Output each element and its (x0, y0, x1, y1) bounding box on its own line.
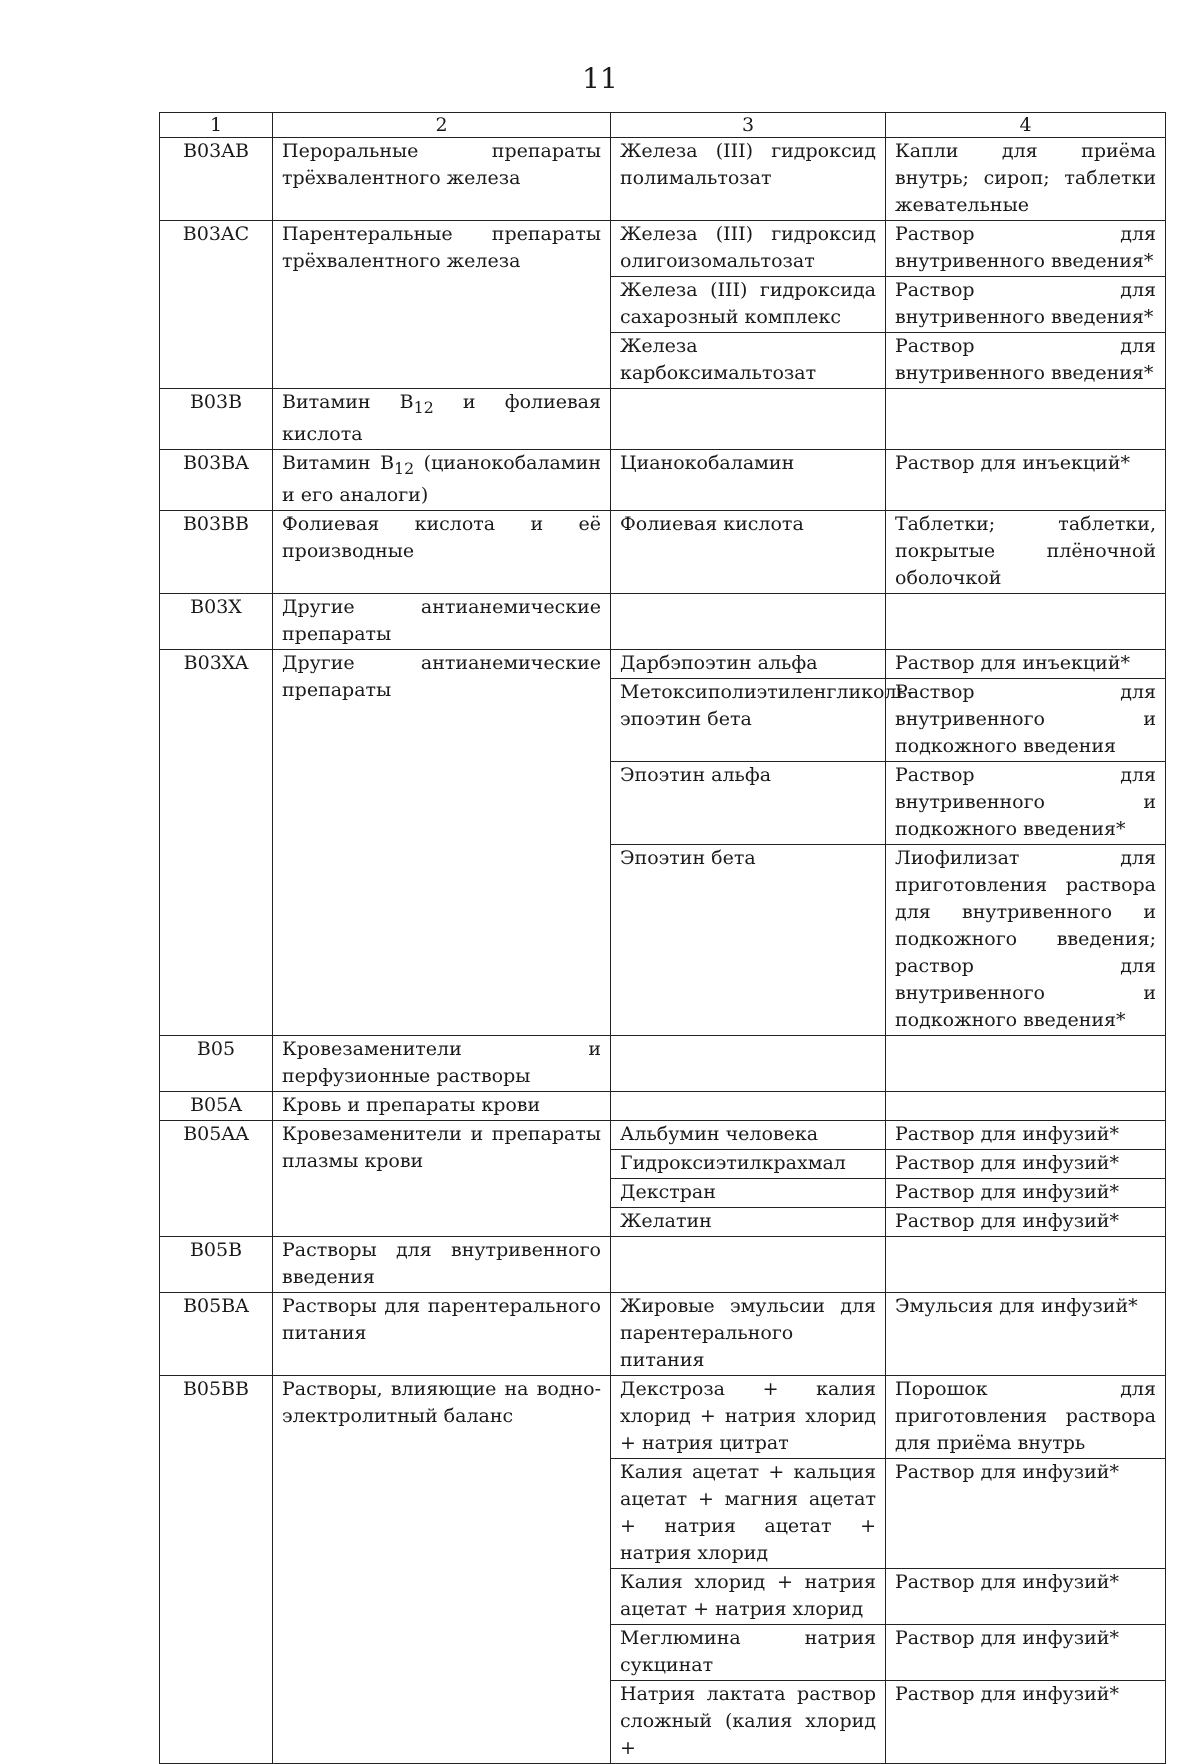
drug-name-cell: Дарбэпоэтин альфа (611, 649, 886, 678)
atc-code-cell: B05BB (160, 1375, 273, 1763)
group-name-cell: Витамин $B_{12}$ и фолиевая кислота (273, 389, 611, 450)
group-name-cell: Витамин $B_{12}$ (цианокобаламин и его аналоги) (273, 449, 611, 510)
drug-name-cell: Железа карбоксимальтозат (611, 333, 886, 389)
group-name-cell: Другие антианемические препараты (273, 593, 611, 649)
atc-code-cell: B03X (160, 593, 273, 649)
table-row (160, 649, 1166, 678)
group-name-cell: Парентеральные препараты трёхвалентного железа (273, 221, 611, 389)
drug-name-cell: Калия ацетат + кальция ацетат + магния ацетат + натрия ацетат + натрия хлорид (611, 1458, 886, 1568)
column-header-2: 2 (273, 113, 611, 138)
dosage-form-cell: Раствор для инфузий* (886, 1207, 1166, 1236)
dosage-form-cell: Раствор для внутривенного введения* (886, 221, 1166, 277)
atc-code-cell: B03AC (160, 221, 273, 389)
table-row (160, 510, 1166, 593)
dosage-form-cell (886, 1091, 1166, 1120)
drug-name-cell: Железа (III) гидроксид олигоизомальтозат (611, 221, 886, 277)
dosage-form-cell: Раствор для инфузий* (886, 1120, 1166, 1149)
atc-code-cell: B03AB (160, 138, 273, 221)
table-row (160, 449, 1166, 510)
dosage-form-cell (886, 593, 1166, 649)
dosage-form-cell: Раствор для внутривенного и подкожного введения (886, 678, 1166, 761)
dosage-form-cell: Раствор для инфузий* (886, 1178, 1166, 1207)
dosage-form-cell: Капли для приёма внутрь; сироп; таблетки жевательные (886, 138, 1166, 221)
header-row (160, 113, 1166, 138)
group-name-cell: Растворы для парентерального питания (273, 1292, 611, 1375)
drug-name-cell: Фолиевая кислота (611, 510, 886, 593)
table-row (160, 1236, 1166, 1292)
drug-name-cell (611, 1091, 886, 1120)
dosage-form-cell: Таблетки; таблетки, покрытые плёночной оболочкой (886, 510, 1166, 593)
drug-name-cell (611, 389, 886, 450)
atc-code-cell: B03BA (160, 449, 273, 510)
dosage-form-cell: Раствор для инфузий* (886, 1624, 1166, 1680)
table-row (160, 1292, 1166, 1375)
atc-code-cell: B05AA (160, 1120, 273, 1236)
atc-code-cell: B05BA (160, 1292, 273, 1375)
page-number: 11 (582, 62, 618, 95)
atc-code-cell: B05 (160, 1035, 273, 1091)
drug-name-cell: Гидроксиэтилкрахмал (611, 1149, 886, 1178)
group-name-cell: Пероральные препараты трёхвалентного железа (273, 138, 611, 221)
group-name-cell: Кровезаменители и перфузионные растворы (273, 1035, 611, 1091)
group-name-cell: Кровезаменители и препараты плазмы крови (273, 1120, 611, 1236)
dosage-form-cell: Раствор для инфузий* (886, 1568, 1166, 1624)
dosage-form-cell (886, 389, 1166, 450)
dosage-form-cell (886, 1035, 1166, 1091)
group-name-cell: Кровь и препараты крови (273, 1091, 611, 1120)
table-body (160, 138, 1166, 1764)
dosage-form-cell: Раствор для инфузий* (886, 1680, 1166, 1763)
drug-name-cell: Метоксиполиэтиленгликоль-эпоэтин бета (611, 678, 886, 761)
drug-name-cell: Натрия лактата раствор сложный (калия хлорид + (611, 1680, 886, 1763)
table-row (160, 1091, 1166, 1120)
drug-name-cell: Желатин (611, 1207, 886, 1236)
group-name-cell: Другие антианемические препараты (273, 649, 611, 1035)
drug-name-cell: Меглюмина натрия сукцинат (611, 1624, 886, 1680)
table-row (160, 389, 1166, 450)
atc-code-cell: B03BB (160, 510, 273, 593)
table-row (160, 221, 1166, 277)
medication-table (159, 112, 1166, 1764)
table-row (160, 593, 1166, 649)
drug-name-cell: Жировые эмульсии для парентерального питания (611, 1292, 886, 1375)
atc-code-cell: B03XA (160, 649, 273, 1035)
drug-name-cell (611, 1035, 886, 1091)
dosage-form-cell: Раствор для внутривенного и подкожного введения* (886, 761, 1166, 844)
column-header-4: 4 (886, 113, 1166, 138)
column-header-3: 3 (611, 113, 886, 138)
drug-name-cell: Декстран (611, 1178, 886, 1207)
column-header-1: 1 (160, 113, 273, 138)
group-name-cell: Растворы, влияющие на водно-электролитный баланс (273, 1375, 611, 1763)
dosage-form-cell (886, 1236, 1166, 1292)
table-row (160, 1120, 1166, 1149)
group-name-cell: Растворы для внутривенного введения (273, 1236, 611, 1292)
dosage-form-cell: Раствор для инфузий* (886, 1149, 1166, 1178)
drug-name-cell: Декстроза + калия хлорид + натрия хлорид + натрия цитрат (611, 1375, 886, 1458)
dosage-form-cell: Эмульсия для инфузий* (886, 1292, 1166, 1375)
table-row (160, 138, 1166, 221)
table-row (160, 1375, 1166, 1458)
drug-name-cell: Железа (III) гидроксида сахарозный комплекс (611, 277, 886, 333)
drug-name-cell: Железа (III) гидроксид полимальтозат (611, 138, 886, 221)
atc-code-cell: B03B (160, 389, 273, 450)
drug-name-cell: Калия хлорид + натрия ацетат + натрия хлорид (611, 1568, 886, 1624)
dosage-form-cell: Лиофилизат для приготовления раствора для внутривенного и подкожного введения; раствор для внутривенного и подкожного введения* (886, 844, 1166, 1035)
drug-name-cell: Альбумин человека (611, 1120, 886, 1149)
dosage-form-cell: Раствор для внутривенного введения* (886, 277, 1166, 333)
drug-name-cell: Эпоэтин альфа (611, 761, 886, 844)
drug-name-cell (611, 593, 886, 649)
group-name-cell: Фолиевая кислота и её производные (273, 510, 611, 593)
atc-code-cell: B05B (160, 1236, 273, 1292)
drug-name-cell: Эпоэтин бета (611, 844, 886, 1035)
dosage-form-cell: Раствор для инъекций* (886, 449, 1166, 510)
drug-name-cell: Цианокобаламин (611, 449, 886, 510)
dosage-form-cell: Порошок для приготовления раствора для приёма внутрь (886, 1375, 1166, 1458)
dosage-form-cell: Раствор для внутривенного введения* (886, 333, 1166, 389)
dosage-form-cell: Раствор для инъекций* (886, 649, 1166, 678)
table-row (160, 1035, 1166, 1091)
dosage-form-cell: Раствор для инфузий* (886, 1458, 1166, 1568)
drug-name-cell (611, 1236, 886, 1292)
atc-code-cell: B05A (160, 1091, 273, 1120)
